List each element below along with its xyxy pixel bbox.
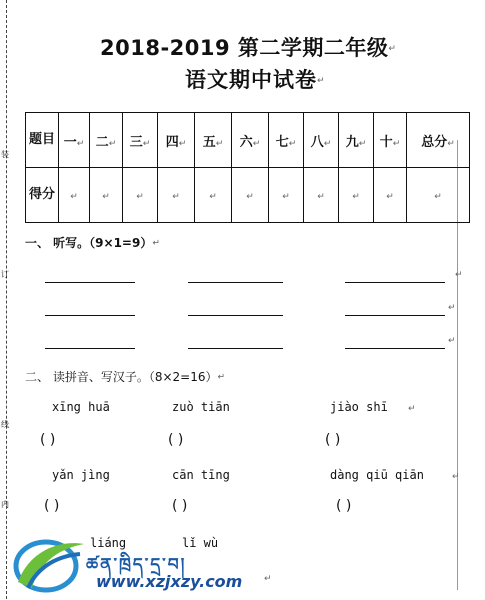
score-cell[interactable]: ↵ bbox=[374, 168, 407, 223]
header-cell: 二↵ bbox=[90, 113, 123, 168]
logo-tibetan-text: ཚན་ཁྲིད་དྲ་བ། bbox=[86, 555, 187, 575]
return-mark: ↵ bbox=[452, 472, 460, 482]
pinyin: cān tīng bbox=[172, 468, 230, 482]
dictation-line[interactable] bbox=[45, 315, 135, 316]
return-mark: ↵ bbox=[448, 303, 456, 313]
header-cell: 四↵ bbox=[158, 113, 195, 168]
score-cell[interactable]: ↵ bbox=[123, 168, 158, 223]
score-cell[interactable]: ↵ bbox=[269, 168, 304, 223]
pinyin: zuò tiān bbox=[172, 400, 230, 414]
return-mark: ↵ bbox=[264, 574, 272, 584]
return-mark: ↵ bbox=[408, 404, 416, 414]
pinyin: yǎn jìng bbox=[52, 468, 110, 482]
return-mark: ↵ bbox=[448, 336, 456, 346]
logo-url: www.xzjxzy.com bbox=[96, 572, 243, 591]
score-cell[interactable]: ↵ bbox=[158, 168, 195, 223]
exam-title-line2: 语文期中试卷↵ bbox=[185, 68, 326, 92]
dictation-line[interactable] bbox=[188, 348, 283, 349]
answer-parentheses[interactable]: ( ) bbox=[172, 498, 188, 514]
score-table-header-row bbox=[26, 113, 470, 168]
swoosh-logo-icon bbox=[10, 530, 90, 596]
dictation-line[interactable] bbox=[45, 348, 135, 349]
pinyin: lǐ wù bbox=[182, 536, 219, 550]
dictation-line[interactable] bbox=[345, 348, 445, 349]
binding-mark: 内 bbox=[1, 500, 9, 509]
score-table-score-row bbox=[26, 168, 470, 223]
header-cell: 三↵ bbox=[123, 113, 158, 168]
answer-parentheses[interactable]: ( ) bbox=[325, 432, 341, 448]
header-cell: 十↵ bbox=[374, 113, 407, 168]
score-row-label: 得分 bbox=[26, 168, 59, 223]
section1-heading: 一、 听写。（9×1=9）↵ bbox=[25, 236, 160, 250]
binding-mark: 线 bbox=[1, 420, 9, 429]
header-cell: 五↵ bbox=[195, 113, 232, 168]
answer-parentheses[interactable]: ( ) bbox=[44, 498, 60, 514]
score-cell[interactable]: ↵ bbox=[339, 168, 374, 223]
section2-heading: 二、 读拼音、写汉子。（8×2=16）↵ bbox=[25, 370, 226, 384]
answer-parentheses[interactable]: ( ) bbox=[40, 432, 56, 448]
score-cell[interactable]: ↵ bbox=[90, 168, 123, 223]
return-mark: ↵ bbox=[455, 270, 463, 280]
dictation-line[interactable] bbox=[345, 315, 445, 316]
binding-mark: 订 bbox=[1, 270, 9, 279]
pinyin: xīng huā bbox=[52, 400, 110, 414]
site-logo bbox=[10, 530, 90, 600]
score-cell-total[interactable]: ↵ bbox=[407, 168, 470, 223]
answer-parentheses[interactable]: ( ) bbox=[168, 432, 184, 448]
answer-parentheses[interactable]: ( ) bbox=[336, 498, 352, 514]
score-table bbox=[25, 112, 470, 223]
dictation-line[interactable] bbox=[45, 282, 135, 283]
header-cell: 九↵ bbox=[339, 113, 374, 168]
header-cell: 七↵ bbox=[269, 113, 304, 168]
pinyin: dàng qiū qiān bbox=[330, 468, 424, 482]
header-cell: 一↵ bbox=[59, 113, 90, 168]
dictation-line[interactable] bbox=[345, 282, 445, 283]
score-cell[interactable]: ↵ bbox=[59, 168, 90, 223]
dictation-line[interactable] bbox=[188, 282, 283, 283]
score-cell[interactable]: ↵ bbox=[304, 168, 339, 223]
header-cell-total: 总分↵ bbox=[407, 113, 470, 168]
dictation-line[interactable] bbox=[188, 315, 283, 316]
header-cell: 六↵ bbox=[232, 113, 269, 168]
header-cell-label: 题目 bbox=[26, 113, 59, 168]
binding-dashed-line bbox=[6, 0, 7, 599]
score-cell[interactable]: ↵ bbox=[232, 168, 269, 223]
header-cell: 八↵ bbox=[304, 113, 339, 168]
binding-mark: 装 bbox=[1, 150, 9, 159]
score-cell[interactable]: ↵ bbox=[195, 168, 232, 223]
pinyin: jiào shī bbox=[330, 400, 388, 414]
binding-margin bbox=[0, 0, 18, 599]
pinyin: liáng bbox=[90, 536, 127, 550]
exam-title-line1: 2018-2019 第二学期二年级↵ bbox=[100, 36, 397, 60]
